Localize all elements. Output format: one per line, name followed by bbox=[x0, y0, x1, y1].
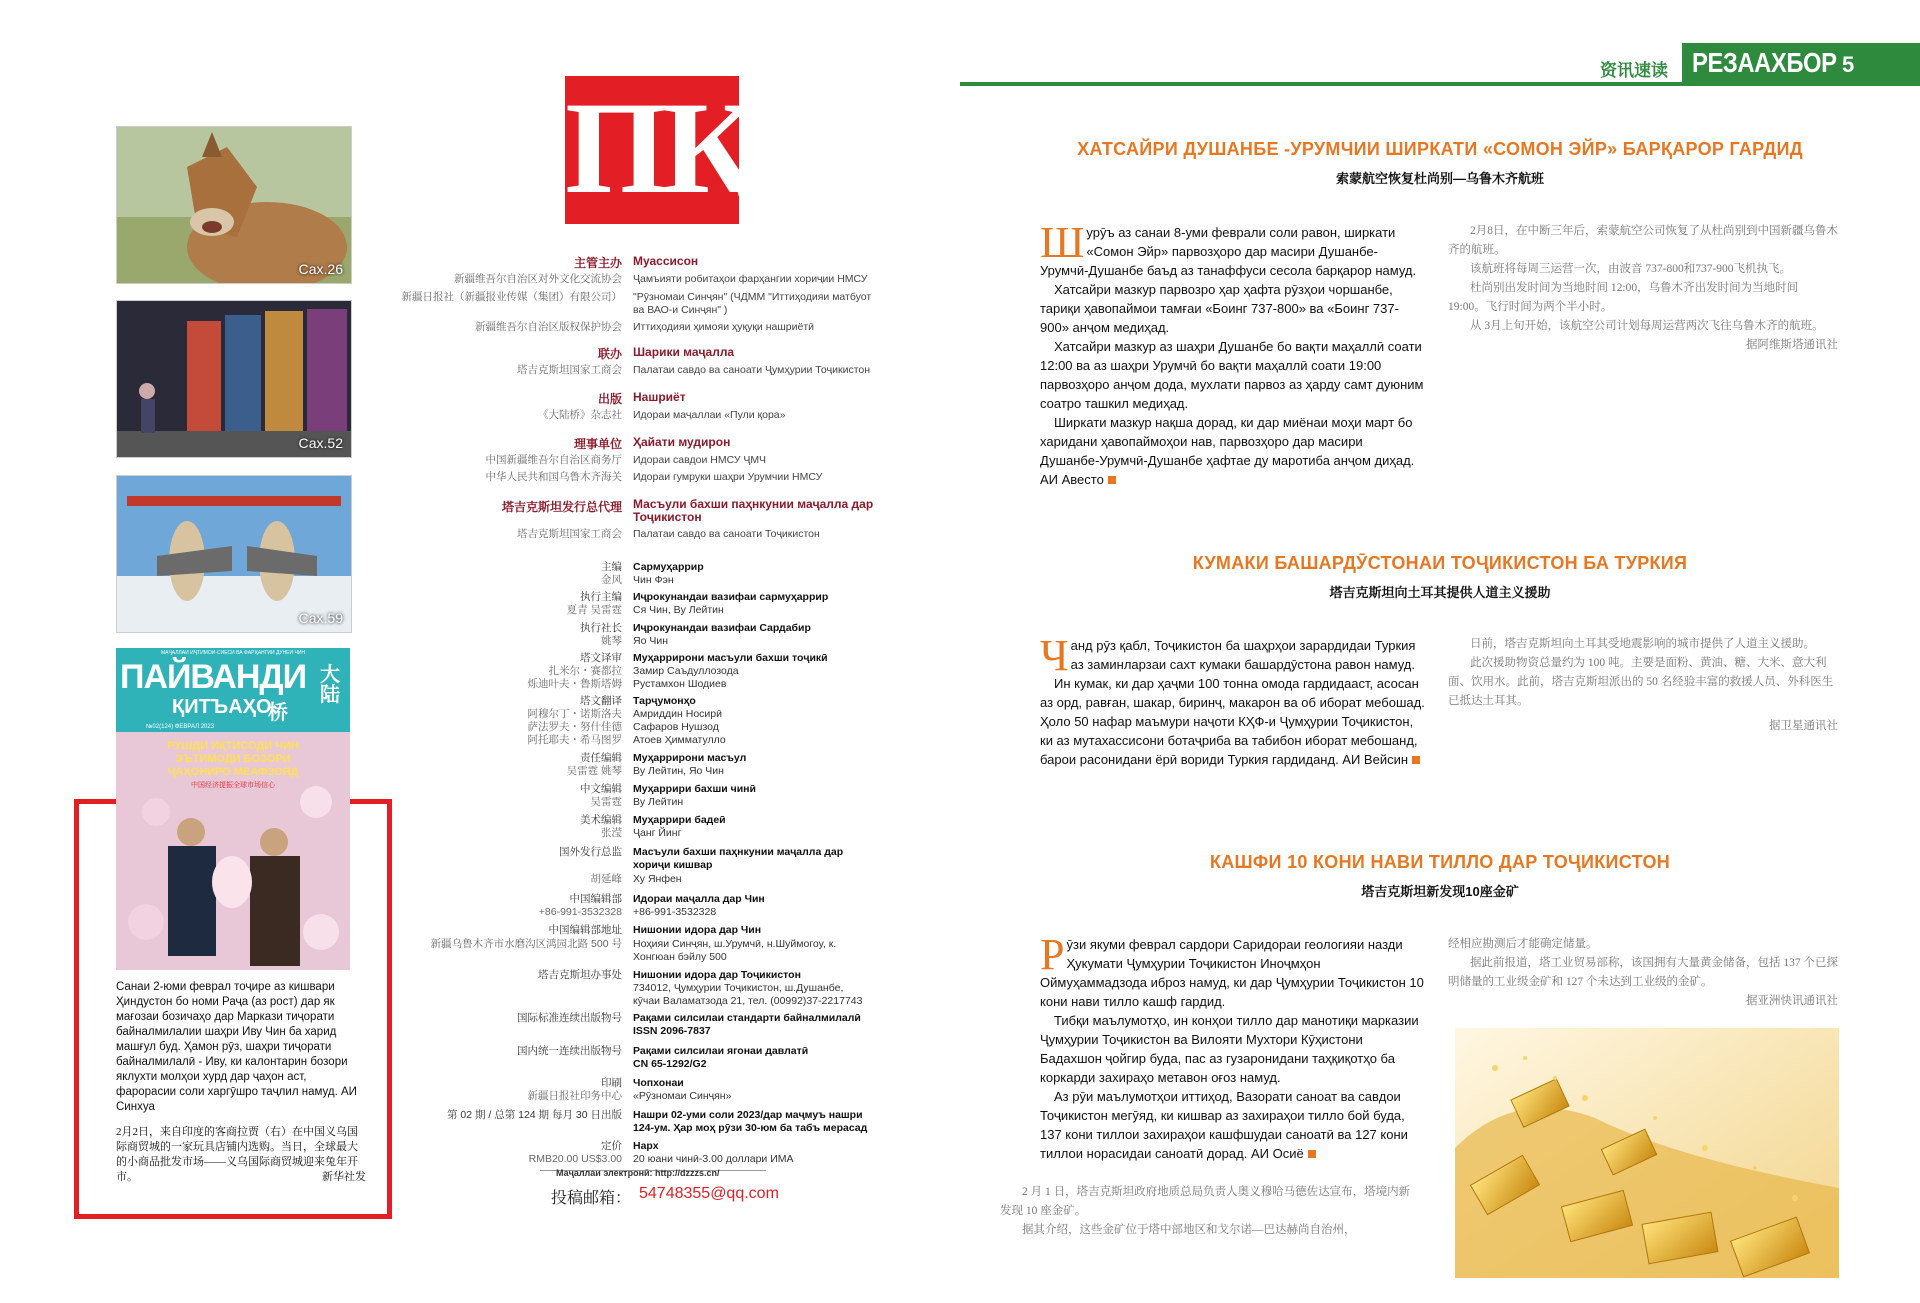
staff-name-tj: Ноҳияи Синҷян, ш.Урумчӣ, н.Шуймогоу, к. Хонгюан бэйлу 500 bbox=[633, 938, 837, 963]
gold-bars-photo bbox=[1455, 1028, 1839, 1278]
masthead-row-tj: Палатаи савдо ва саноати Тоҷикистон bbox=[633, 528, 820, 540]
staff-role-cn: 塔文译审 bbox=[580, 652, 622, 664]
staff-name-tj: 20 юани чинӣ-3.00 доллари ИМА bbox=[633, 1153, 794, 1165]
drop-cap: Р bbox=[1040, 930, 1065, 979]
masthead-row-tj: Ҷамъияти робитаҳои фарҳангии хориҷии НМСУ bbox=[633, 273, 868, 285]
masthead-heading-tj: Нашриёт bbox=[633, 390, 686, 404]
paragraph-cn: 该航班将每周三运营一次，由波音 737-800和737-900飞机执飞。 bbox=[1470, 263, 1792, 275]
cover-headline-3: ҶАҲОНИРО МЕАФЗОЯД bbox=[167, 766, 299, 778]
cover-headline-cn: 中国经济提振全球市场信心 bbox=[191, 782, 275, 789]
masthead-row-tj: Идораи савдои НМСУ ҶМЧ bbox=[633, 454, 767, 466]
article-title: ХАТСАЙРИ ДУШАНБЕ -УРУМЧИИ ШИРКАТИ «СОМОН ЭЙР» БАРҚАРОР ГАРДИД bbox=[1077, 139, 1803, 159]
article-subtitle: 塔吉克斯坦新发现10座金矿 bbox=[1361, 884, 1519, 899]
paragraph-cn: 据此前报道，塔工业贸易部称，该国拥有大量黄金储备，包括 137 个已探明储量的工业级金矿和 127 个未达到工业级的金矿。 bbox=[1448, 957, 1838, 988]
cover-top-strip: МАҶАЛЛАИ ИҶТИМОӢ-СИЁСӢ ВА ФАРҲАНГИИ ДУНЁИ ЧИН bbox=[160, 650, 306, 656]
cover-title: ПАЙВАНДИ bbox=[120, 658, 307, 696]
staff-role-cn: 国外发行总监 bbox=[559, 846, 622, 858]
magazine-cover[interactable] bbox=[116, 648, 350, 970]
staff-role-tj: Нишонии идора дар Тоҷикистон bbox=[633, 969, 801, 981]
end-mark-icon bbox=[1412, 756, 1420, 764]
staff-name-cn: 吴雷霆 bbox=[590, 796, 622, 808]
paragraph: Хатсайри мазкур аз шаҳри Душанбе бо вақти маҳаллӣ соати 12:00 ва аз шаҳри Урумчӣ бо вақти маҳаллӣ соати 19:00 парвозҳоро анҷом дода, мухлати парвоз аз ҳарду самт дуюним соатро ташкил медиҳад. bbox=[1040, 339, 1424, 411]
staff-role-tj: Иҷрокунандаи вазифаи Сардабир bbox=[633, 622, 811, 634]
masthead-row-cn: 《大陆桥》杂志社 bbox=[538, 409, 622, 421]
staff-name-cn: +86-991-3532328 bbox=[538, 906, 622, 918]
staff-role-tj: Муҳаррири бадеӣ bbox=[633, 814, 726, 826]
source-cn: 据亚洲快讯通讯社 bbox=[1746, 995, 1838, 1007]
drop-cap: Ч bbox=[1040, 631, 1069, 680]
article-subtitle: 塔吉克斯坦向土耳其提供人道主义援助 bbox=[1329, 585, 1551, 600]
masthead-heading-tj: Шарики маҷалла bbox=[633, 345, 735, 359]
staff-role-tj: Тарҷумонҳо bbox=[633, 695, 696, 707]
photo-caption-tj: Санаи 2-юми феврал тоҷире аз кишвари Ҳиндустон бо номи Раҷа (аз рост) дар як мағозаи бозичаҳо дар Маркази тиҷорати байналмилалии шаҳри Иву Чин ба харид машғул буд. Ҳамон рӯз, шаҳри тиҷорати байналмилалӣ - Иву, ки калонтарин бозори яклухти молҳои хурд дар ҷаҳон аст, фарорасии соли харгӯшро таҷлил намуд. АИ Синхуа bbox=[116, 981, 357, 1113]
paragraph-cn: 日前，塔吉克斯坦向土耳其受地震影响的城市提供了人道主义援助。 bbox=[1470, 638, 1815, 650]
masthead-row-tj: "Рӯзномаи Синҷян" (ЧДММ "Иттиҳодияи матбуот ва ВАО-и Синҷян" ) bbox=[633, 291, 872, 316]
cover-title-cn2: 陆 bbox=[320, 684, 340, 706]
submission-email[interactable]: 54748355@qq.com bbox=[639, 1185, 779, 1202]
masthead-row-tj: Палатаи савдо ва саноати Ҷумҳурии Тоҷикистон bbox=[633, 364, 871, 376]
staff-name-cn: 胡延峰 bbox=[590, 873, 622, 885]
staff-name-cn: 吴雷霆 姚琴 bbox=[566, 765, 622, 777]
staff-role-tj: Муҳаррирони масъули бахши тоҷикӣ bbox=[633, 652, 828, 664]
paragraph: Тибқи маълумотҳо, ин конҳои тилло дар манотиқи марказии Ҷумҳурии Тоҷикистон ва Вилояти Мухтори Кӯҳистони Бадахшон ҷойгир буда, пас аз гузаронидани таҳқиқотҳо ба коркарди захираҳо метавон оғоз намуд. bbox=[1040, 1013, 1419, 1085]
masthead-heading-cn: 主管主办 bbox=[573, 256, 622, 270]
cover-issue: №02(124) ФЕВРАЛ 2023 bbox=[146, 724, 215, 730]
section-title-cn: 资讯速读 bbox=[1600, 61, 1668, 80]
paragraph: Хатсайри мазкур парвозро ҳар ҳафта рӯзҳои чоршанбе, тариқи ҳавопаймои тамғаи «Боинг 737-800» ва «Боинг 737-900» анҷом медиҳад. bbox=[1040, 282, 1399, 335]
photo-caption-cn-text: 2月2日，来自印度的客商拉贾（右）在中国义乌国际商贸城的一家玩具店铺内选购。当日，全球最大的小商品批发市场——义乌国际商贸城迎来兔年开市。 bbox=[116, 1126, 358, 1183]
drop-cap: Ш bbox=[1040, 218, 1085, 267]
staff-role-cn: 印刷 bbox=[601, 1077, 622, 1089]
staff-name-tj: Сафаров Нушзод bbox=[633, 721, 719, 733]
staff-name-tj: Ҷанг Йинг bbox=[633, 827, 682, 839]
staff-role-cn: 执行社长 bbox=[580, 622, 622, 634]
staff-name-cn: 扎米尔・赛都拉 bbox=[548, 665, 622, 677]
staff-role-cn: 美术编辑 bbox=[580, 814, 622, 826]
staff-name-tj: Ву Лейтин, Яо Чин bbox=[633, 765, 724, 777]
staff-role-cn: 执行主编 bbox=[580, 591, 622, 603]
staff-name-cn: 张滢 bbox=[601, 827, 622, 839]
paragraph: анд рӯз қабл, Тоҷикистон ба шаҳрҳои зарардидаи Туркия аз заминларзаи сахт кумаки башардӯстона равон намуд. bbox=[1070, 638, 1416, 672]
paragraph-cn: 从 3月上旬开始，该航空公司计划每周运营两次飞往乌鲁木齐的航班。 bbox=[1470, 320, 1824, 332]
article-body-tj bbox=[1040, 218, 1425, 489]
fish-festival-photo-icon bbox=[117, 476, 351, 632]
staff-name-tj: Чин Фэн bbox=[633, 574, 674, 586]
staff-name-tj: Замир Саъдуллозода bbox=[633, 665, 739, 677]
article-body-cn bbox=[1448, 635, 1838, 736]
masthead-row-cn: 塔吉克斯坦国家工商会 bbox=[517, 528, 622, 540]
staff-role-cn: 中国编辑部 bbox=[569, 893, 622, 905]
staff-name-tj: Ся Чин, Ву Лейтин bbox=[633, 604, 724, 616]
staff-name-tj: +86-991-3532328 bbox=[633, 906, 717, 918]
horse-photo-icon bbox=[117, 127, 351, 283]
masthead-heading-tj: Муассисон bbox=[633, 254, 699, 268]
staff-role-cn: 塔文翻译 bbox=[580, 695, 622, 707]
submission-email-label: 投稿邮箱： bbox=[551, 1190, 632, 1207]
masthead-row-cn: 中国新疆维吾尔自治区商务厅 bbox=[485, 454, 622, 466]
masthead-row-tj: Идораи маҷаллаи «Пули қора» bbox=[633, 409, 786, 421]
staff-name-tj: 734012, Ҷумҳурии Тоҷикистон, ш.Душанбе, кӯчаи Валаматзода 21, тел. (00992)37-2217743 bbox=[633, 982, 863, 1007]
cover-subtitle: ҚИТЪАҲО bbox=[172, 696, 272, 718]
staff-role-cn: 责任编辑 bbox=[580, 752, 622, 764]
staff-role-tj: Муҳаррири бахши чинӣ bbox=[633, 783, 756, 795]
cover-subtitle-cn: 桥 bbox=[268, 702, 288, 724]
paragraph-cn: 据其介绍，这些金矿位于塔中部地区和戈尔诺—巴达赫尚自治州， bbox=[1022, 1224, 1356, 1236]
end-mark-icon bbox=[1308, 1150, 1316, 1158]
staff-issue-tj: Нашри 02-уми соли 2023/дар маҷмуъ нашри 124-ум. Ҳар моҳ рӯзи 30-юм ба табъ мерасад bbox=[633, 1109, 868, 1134]
article-body-tj bbox=[1040, 631, 1425, 769]
thumb-caption: Сах.26 bbox=[298, 261, 343, 277]
article-body-cn bbox=[1448, 222, 1838, 355]
masthead-row-cn: 中华人民共和国乌鲁木齐海关 bbox=[485, 471, 622, 483]
staff-name-tj: «Рӯзномаи Синҷян» bbox=[633, 1090, 732, 1102]
thumb-fish[interactable] bbox=[116, 475, 352, 633]
staff-name-cn: 萨法罗夫・努什佳德 bbox=[527, 721, 622, 733]
staff-name-tj: Ху Янфен bbox=[633, 873, 682, 885]
staff-role-cn: 定价 bbox=[601, 1140, 622, 1152]
staff-role-cn: 主编 bbox=[601, 561, 622, 573]
end-mark-icon bbox=[1108, 476, 1116, 484]
masthead-row-tj: Идораи гумруки шаҳри Урумчии НМСУ bbox=[633, 471, 823, 483]
page-number: 5 bbox=[1842, 52, 1855, 77]
paragraph-cn: 此次援助物资总量约为 100 吨。主要是面粉、黄油、糖、大米、意大利面、饮用水。此前，塔吉克斯坦派出的 50 名经验丰富的救援人员、外科医生已抵达土耳其。 bbox=[1448, 657, 1834, 707]
staff-name-cn: 新疆乌鲁木齐市水磨沟区鸿园北路 500 号 bbox=[430, 938, 622, 950]
staff-role-cn: 中国编辑部地址 bbox=[548, 924, 622, 936]
source-cn: 据阿维斯塔通讯社 bbox=[1746, 339, 1838, 351]
staff-role-tj: Муҳаррирони масъул bbox=[633, 752, 747, 764]
staff-name-cn: 姚琴 bbox=[601, 635, 622, 647]
masthead-heading-tj: Ҳайати мудирон bbox=[633, 435, 731, 449]
cover-headline-2: ЭЪТИМОДИ БОЗОРИ bbox=[175, 753, 291, 765]
staff-role-tj: Чопхонаи bbox=[633, 1077, 684, 1089]
staff-role-cn: 国际标准连续出版物号 bbox=[517, 1012, 622, 1024]
staff-name-cn: 金风 bbox=[601, 574, 622, 586]
staff-name-cn: 阿穆尔丁・诺斯洛夫 bbox=[527, 708, 622, 720]
source-cn: 据卫星通讯社 bbox=[1769, 720, 1838, 732]
staff-name-tj: Атоев Ҳимматулло bbox=[633, 734, 726, 746]
cover-headline-1: РУШДИ ИҚТИСОДИ ЧИН bbox=[167, 740, 299, 752]
photo-caption-cn bbox=[116, 1125, 366, 1185]
staff-role-tj: Нишонии идора дар Чин bbox=[633, 924, 762, 936]
staff-role-tj: Рақами силсилаи стандарти байналмилалӣ bbox=[633, 1012, 861, 1024]
paragraph: Аз рӯи маълумотҳои иттиҳод, Вазорати саноат ва савдои Тоҷикистон мегӯяд, ки кишвар аз захираҳои тилло бой буда, 137 кони тиллои захираҳои кашфшудаи саноатӣ ва 127 кони тиллои норасидаи саноатӣ дорад. АИ Осиё bbox=[1040, 1089, 1408, 1161]
header-rule bbox=[960, 82, 1682, 86]
article-body-tj bbox=[1040, 930, 1425, 1163]
staff-name-tj: Рустамхон Шодиев bbox=[633, 678, 727, 690]
staff-role-tj: Нарх bbox=[633, 1140, 659, 1152]
masthead-row-cn: 新疆维吾尔自治区版权保护协会 bbox=[475, 321, 622, 333]
masthead-row-tj: Иттиҳодияи ҳимояи ҳуқуқи нашриётӣ bbox=[633, 321, 814, 333]
article-body-cn-bottom bbox=[1000, 1183, 1420, 1240]
thumb-horse[interactable] bbox=[116, 126, 352, 284]
staff-role-tj: Иҷрокунандаи вазифаи сармуҳаррир bbox=[633, 591, 829, 603]
paragraph-cn: 2 月 1 日，塔吉克斯坦政府地质总局负责人奥义穆哈马德佐达宣布，塔境内新发现 10 座金矿。 bbox=[1000, 1186, 1411, 1217]
masthead-heading-cn: 联办 bbox=[597, 347, 622, 361]
staff-name-cn: 夏青 吴雷霆 bbox=[566, 604, 622, 616]
masthead-heading-cn: 塔吉克斯坦发行总代理 bbox=[501, 500, 622, 514]
staff-name-tj: Ву Лейтин bbox=[633, 796, 684, 808]
staff-name-cn: 烁迪叶夫・鲁斯塔姆 bbox=[527, 678, 622, 690]
gold-bars-photo-icon bbox=[1455, 1028, 1839, 1278]
photo-caption-cn-source: 新华社发 bbox=[322, 1171, 366, 1183]
staff-name-cn: RMB20.00 US$3.00 bbox=[528, 1153, 622, 1165]
staff-role-cn: 塔吉克斯坦办事处 bbox=[538, 969, 622, 981]
masthead-row-cn: 塔吉克斯坦国家工商会 bbox=[517, 364, 622, 376]
e-magazine-link[interactable]: Маҷаллаи электронӣ: http://dzzzs.cn/ bbox=[556, 1168, 720, 1178]
paragraph-cn: 杜尚别出发时间为当地时间 12:00，乌鲁木齐出发时间为当地时间 19:00。飞行时间为两个半小时。 bbox=[1448, 282, 1799, 313]
staff-name-tj: Яо Чин bbox=[633, 635, 669, 647]
thumb-posters[interactable] bbox=[116, 300, 352, 458]
section-title-tj: РЕЗААХБОР bbox=[1692, 47, 1837, 78]
staff-role-cn: 中文编辑 bbox=[580, 783, 622, 795]
staff-name-tj: ISSN 2096-7837 bbox=[633, 1025, 711, 1037]
article-title: КУМАКИ БАШАРДӮСТОНАИ ТОҶИКИСТОН БА ТУРКИЯ bbox=[1192, 553, 1688, 573]
masthead-heading-tj: Масъули бахши паҳнкунии маҷалла дар Тоҷикистон bbox=[633, 497, 874, 524]
masthead-heading-cn: 出版 bbox=[597, 392, 622, 406]
masthead-row-cn: 新疆日报社（新疆报业传媒（集团）有限公司） bbox=[401, 291, 622, 303]
cover-title-cn1: 大 bbox=[320, 664, 340, 686]
article-body-cn bbox=[1448, 935, 1838, 1011]
paragraph: Ширкати мазкур нақша дорад, ки дар миёнаи моҳи март бо харидани ҳавопаймоҳои нав, парвозҳоро дар масири Душанбе-Урумчӣ-Душанбе ҳафтае ду маротиба анҷом диҳад. АИ Авесто bbox=[1040, 415, 1415, 487]
thumb-caption: Сах.52 bbox=[298, 435, 343, 451]
thumb-caption: Сах.59 bbox=[298, 610, 343, 626]
paragraph-cn: 2月8日，在中断三年后，索蒙航空公司恢复了从杜尚别到中国新疆乌鲁木齐的航班。 bbox=[1448, 225, 1838, 256]
staff-issue-cn: 第 02 期 / 总第 124 期 每月 30 日出版 bbox=[446, 1109, 622, 1121]
masthead-row-cn: 新疆维吾尔自治区对外文化交流协会 bbox=[454, 273, 622, 285]
staff-name-tj: CN 65-1292/G2 bbox=[633, 1058, 707, 1070]
staff-role-tj: Масъули бахши паҳнкунии маҷалла дар хориҷи кишвар bbox=[633, 846, 844, 871]
paragraph: урӯъ аз санаи 8-уми феврали соли равон, ширкати «Сомон Эйр» парвозҳоро дар масири Душанбе-Урумчӣ-Душанбе баъд аз танаффуси сесола барқарор намуд. bbox=[1040, 225, 1417, 278]
staff-role-cn: 国内统一连续出版物号 bbox=[517, 1045, 622, 1057]
magazine-logo bbox=[565, 74, 752, 224]
staff-role-tj: Сармуҳаррир bbox=[633, 561, 704, 573]
logo-text: ПҚ bbox=[565, 74, 752, 221]
article-title: КАШФИ 10 КОНИ НАВИ ТИЛЛО ДАР ТОҶИКИСТОН bbox=[1209, 852, 1671, 872]
staff-role-tj: Рақами силсилаи ягонаи давлатӣ bbox=[633, 1045, 809, 1057]
staff-name-cn: 阿托耶夫・希马图罗 bbox=[527, 734, 622, 746]
paragraph: ӯзи якуми феврал сардори Саридораи геологияи назди Ҳукумати Ҷумҳурии Тоҷикистон Иноҷмҳон Оймуҳаммадзода иброз намуд, ки дар Ҷумҳурии Тоҷикистон 10 кони нави тилло кашф гардид. bbox=[1040, 937, 1424, 1009]
masthead-heading-cn: 理事单位 bbox=[573, 437, 622, 451]
paragraph: Ин кумак, ки дар ҳаҷми 100 тонна омода гардидааст, асосан аз орд, равған, шакар, биринҷ, макарон ва об иборат мебошад. Ҳоло 50 нафар маъмури наҷоти КҲФ-и Ҷумҳурии Тоҷикистон, ки аз мутахассисони ботаҷриба ва табибон иборат мебошанд, барои расонидани ёрӣ вориди Туркия гардиданд. АИ Вейсин bbox=[1040, 676, 1425, 767]
staff-name-cn: 新疆日报社印务中心 bbox=[527, 1090, 622, 1102]
staff-name-tj: Амриддин Носирӣ bbox=[633, 708, 723, 720]
staff-role-tj: Идораи маҷалла дар Чин bbox=[633, 893, 765, 905]
article-subtitle: 索蒙航空恢复杜尚别—乌鲁木齐航班 bbox=[1335, 171, 1544, 186]
movie-posters-photo-icon bbox=[117, 301, 351, 457]
paragraph-cn: 经相应勘测后才能确定储量。 bbox=[1448, 938, 1598, 950]
